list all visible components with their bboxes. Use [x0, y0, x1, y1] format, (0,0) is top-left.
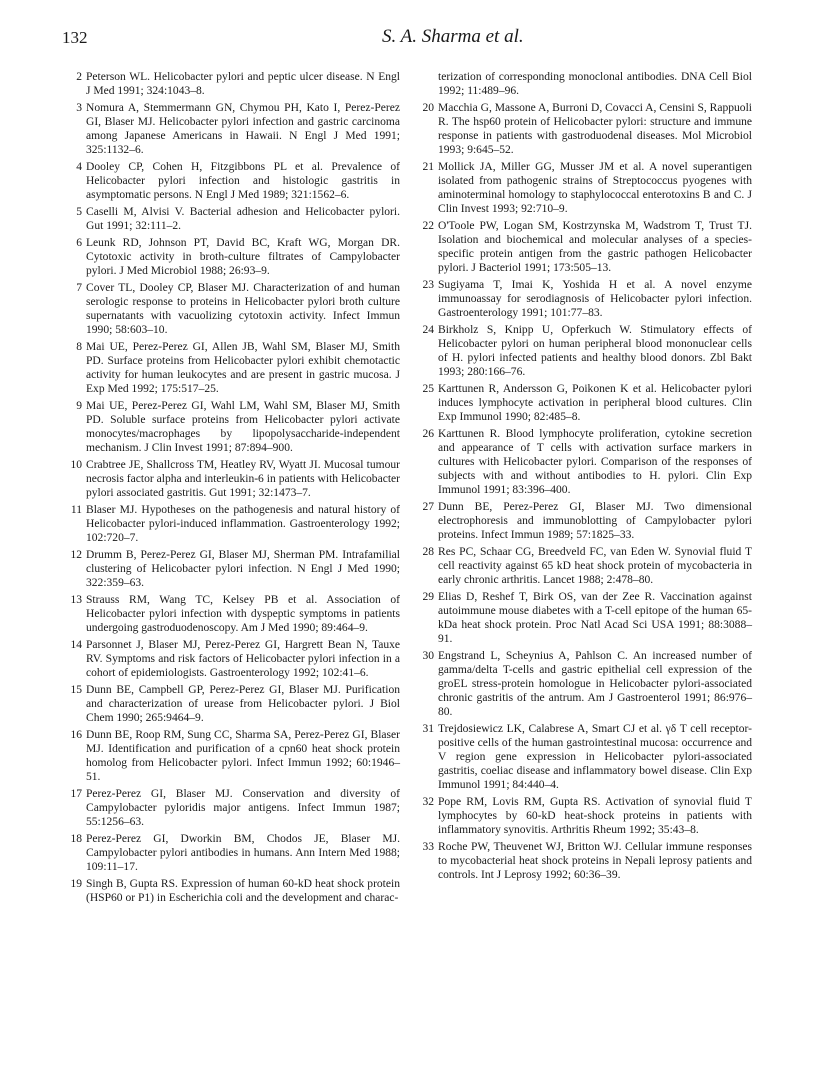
reference-text: Strauss RM, Wang TC, Kelsey PB et al. Association of Helicobacter pylori infection with dyspeptic symptoms in patients undergoing gastroduodenoscopy. Am J Med 1990; 89:464–9. — [86, 594, 400, 634]
reference-item — [64, 160, 400, 202]
reference-text: Dooley CP, Cohen H, Fitzgibbons PL et al. Prevalence of Helicobacter pylori infection and histologic gastritis in asymptomatic persons. N Engl J Med 1989; 321:1562–6. — [86, 161, 400, 201]
reference-text: Dunn BE, Roop RM, Sung CC, Sharma SA, Perez-Perez GI, Blaser MJ. Identification and purification of a cpn60 heat shock protein homolog from Helicobacter pylori. Infect Immun 1992; 60:1946–51. — [86, 729, 400, 783]
reference-item — [64, 593, 400, 635]
reference-item — [416, 722, 752, 792]
reference-item — [64, 683, 400, 725]
reference-number: 5 — [76, 206, 82, 218]
reference-number: 6 — [76, 237, 82, 249]
reference-text: O'Toole PW, Logan SM, Kostrzynska M, Wadstrom T, Trust TJ. Isolation and biochemical and molecular analyses of a species-specific protein antigen from the gastric pathogen Helicobacter pylori. J Bacteriol 1991; 173:505–13. — [438, 220, 752, 274]
reference-number: 18 — [70, 833, 82, 845]
reference-text: terization of corresponding monoclonal antibodies. DNA Cell Biol 1992; 11:489–96. — [438, 71, 752, 97]
reference-item — [416, 545, 752, 587]
reference-item — [64, 548, 400, 590]
reference-item — [64, 877, 400, 905]
reference-number: 9 — [76, 400, 82, 412]
reference-number: 21 — [422, 161, 434, 173]
reference-item — [416, 101, 752, 157]
references-right-column — [416, 70, 752, 885]
reference-number: 13 — [70, 594, 82, 606]
reference-text: Sugiyama T, Imai K, Yoshida H et al. A novel enzyme immunoassay for serodiagnosis of Helicobacter pylori infection. Gastroenterology 1991; 101:77–83. — [438, 279, 752, 319]
reference-item — [416, 219, 752, 275]
reference-item — [64, 101, 400, 157]
reference-number: 16 — [70, 729, 82, 741]
reference-text: Mai UE, Perez-Perez GI, Allen JB, Wahl SM, Blaser MJ, Smith PD. Surface proteins from Helicobacter pylori exhibit chemotactic activity for human leukocytes and are present in gastric mucosa. J Exp Med 1992; 175:517–25. — [86, 341, 400, 395]
reference-number: 23 — [422, 279, 434, 291]
reference-text: Parsonnet J, Blaser MJ, Perez-Perez GI, Hargrett Bean N, Tauxe RV. Symptoms and risk factors of Helicobacter pylori infection in a cohort of epidemiologists. Gastroenterology 1992; 102:41–6. — [86, 639, 400, 679]
reference-item — [416, 382, 752, 424]
reference-item — [64, 638, 400, 680]
reference-item — [64, 458, 400, 500]
reference-item — [64, 832, 400, 874]
reference-item — [416, 840, 752, 882]
reference-item — [64, 503, 400, 545]
reference-number: 33 — [422, 841, 434, 853]
reference-item — [64, 728, 400, 784]
reference-number: 11 — [70, 504, 82, 516]
page-header — [62, 28, 762, 56]
reference-item — [416, 500, 752, 542]
reference-text: Engstrand L, Scheynius A, Pahlson C. An increased number of gamma/delta T-cells and gastric epithelial cell expression of the groEL stress-protein homologue in Helicobacter pylori-associated chronic gastritis of the antrum. Am J Gastroenterol 1991; 86:976–80. — [438, 650, 752, 718]
reference-text: Dunn BE, Campbell GP, Perez-Perez GI, Blaser MJ. Purification and characterization of urease from Helicobacter pylori. J Biol Chem 1990; 265:9464–9. — [86, 684, 400, 724]
reference-item — [416, 427, 752, 497]
reference-text: Pope RM, Lovis RM, Gupta RS. Activation of synovial fluid T lymphocytes by 60-kD heat-shock proteins in patients with inflammatory synovitis. Arthritis Rheum 1992; 35:43–8. — [438, 796, 752, 836]
reference-text: Leunk RD, Johnson PT, David BC, Kraft WG, Morgan DR. Cytotoxic activity in broth-culture filtrates of Campylobacter pylori. J Med Microbiol 1988; 26:93–9. — [86, 237, 400, 277]
reference-number: 3 — [76, 102, 82, 114]
reference-text: Mollick JA, Miller GG, Musser JM et al. A novel superantigen isolated from pathogenic strains of Streptococcus pyogenes with aminoterminal homology to staphylococcal enterotoxins B and C. J Clin Invest 1993; 92:710–9. — [438, 161, 752, 215]
reference-number: 30 — [422, 650, 434, 662]
reference-text: Res PC, Schaar CG, Breedveld FC, van Eden W. Synovial fluid T cell reactivity against 65 kD heat shock protein of mycobacteria in early chronic arthritis. Lancet 1988; 2:478–80. — [438, 546, 752, 586]
reference-text: Peterson WL. Helicobacter pylori and peptic ulcer disease. N Engl J Med 1991; 324:1043–8. — [86, 71, 400, 97]
reference-item — [64, 70, 400, 98]
reference-text: Crabtree JE, Shallcross TM, Heatley RV, Wyatt JI. Mucosal tumour necrosis factor alpha and interleukin-6 in patients with Helicobacter pylori associated gastritis. Gut 1991; 32:1473–7. — [86, 459, 400, 499]
reference-text: Singh B, Gupta RS. Expression of human 60-kD heat shock protein (HSP60 or P1) in Escherichia coli and the development and charac- — [86, 878, 400, 904]
reference-item — [64, 281, 400, 337]
reference-text: Trejdosiewicz LK, Calabrese A, Smart CJ et al. γδ T cell receptor-positive cells of the human gastrointestinal mucosa: occurrence and V region gene expression in Helicobacter pylori-associated gastritis, coeliac disease and inflammatory bowel disease. Clin Exp Immunol 1991; 84:440–4. — [438, 723, 752, 791]
reference-number: 14 — [70, 639, 82, 651]
reference-text: Nomura A, Stemmermann GN, Chymou PH, Kato I, Perez-Perez GI, Blaser MJ. Helicobacter pylori infection and gastric carcinoma among Japanese Americans in Hawaii. N Engl J Med 1991; 325:1132–6. — [86, 102, 400, 156]
reference-number: 24 — [422, 324, 434, 336]
reference-number: 17 — [70, 788, 82, 800]
reference-item — [416, 323, 752, 379]
reference-text: Mai UE, Perez-Perez GI, Wahl LM, Wahl SM, Blaser MJ, Smith PD. Soluble surface proteins from Helicobacter pylori activate monocytes/macrophages by lipopolysaccharide-independent mechanism. J Clin Invest 1991; 87:894–900. — [86, 400, 400, 454]
reference-item — [416, 590, 752, 646]
reference-number: 12 — [70, 549, 82, 561]
running-head: S. A. Sharma et al. — [382, 26, 524, 47]
reference-number: 31 — [422, 723, 434, 735]
reference-item — [416, 70, 752, 98]
reference-text: Karttunen R. Blood lymphocyte proliferation, cytokine secretion and appearance of T cells with activation surface markers in cultures with Helicobacter pylori. Comparison of the responses of subjects with and without antibodies to H. pylori. Clin Exp Immunol 1991; 83:396–400. — [438, 428, 752, 496]
reference-text: Blaser MJ. Hypotheses on the pathogenesis and natural history of Helicobacter pylori-induced inflammation. Gastroenterology 1992; 102:720–7. — [86, 504, 400, 544]
reference-number: 8 — [76, 341, 82, 353]
reference-text: Perez-Perez GI, Dworkin BM, Chodos JE, Blaser MJ. Campylobacter pylori antibodies in humans. Ann Intern Med 1988; 109:11–17. — [86, 833, 400, 873]
reference-item — [416, 795, 752, 837]
reference-item — [64, 787, 400, 829]
reference-item — [416, 278, 752, 320]
reference-number: 26 — [422, 428, 434, 440]
reference-item — [64, 205, 400, 233]
reference-text: Caselli M, Alvisi V. Bacterial adhesion and Helicobacter pylori. Gut 1991; 32:111–2. — [86, 206, 400, 232]
reference-number: 2 — [76, 71, 82, 83]
reference-text: Karttunen R, Andersson G, Poikonen K et al. Helicobacter pylori induces lymphocyte activation in peripheral blood cultures. Clin Exp Immunol 1990; 82:485–8. — [438, 383, 752, 423]
reference-item — [416, 160, 752, 216]
reference-text: Dunn BE, Perez-Perez GI, Blaser MJ. Two dimensional electrophoresis and immunoblotting of Campylobacter pylori proteins. Infect Immun 1989; 57:1825–33. — [438, 501, 752, 541]
reference-item — [64, 340, 400, 396]
reference-number: 20 — [422, 102, 434, 114]
reference-text: Roche PW, Theuvenet WJ, Britton WJ. Cellular immune responses to mycobacterial heat shock proteins in Nepali leprosy patients and controls. Int J Leprosy 1992; 60:36–39. — [438, 841, 752, 881]
reference-number: 10 — [70, 459, 82, 471]
reference-text: Drumm B, Perez-Perez GI, Blaser MJ, Sherman PM. Intrafamilial clustering of Helicobacter pylori infection. N Engl J Med 1990; 322:359–63. — [86, 549, 400, 589]
reference-number: 19 — [70, 878, 82, 890]
reference-text: Birkholz S, Knipp U, Opferkuch W. Stimulatory effects of Helicobacter pylori on human peripheral blood mononuclear cells of H. pylori infected patients and healthy blood donors. Zbl Bakt 1993; 280:166–76. — [438, 324, 752, 378]
page-number: 132 — [62, 28, 88, 47]
reference-text: Macchia G, Massone A, Burroni D, Covacci A, Censini S, Rappuoli R. The hsp60 protein of Helicobacter pylori: structure and immune response in patients with gastroduodenal diseases. Mol Microbiol 1993; 9:645–52. — [438, 102, 752, 156]
reference-number: 27 — [422, 501, 434, 513]
reference-text: Perez-Perez GI, Blaser MJ. Conservation and diversity of Campylobacter pyloridis major antigens. Infect Immun 1987; 55:1256–63. — [86, 788, 400, 828]
reference-number: 32 — [422, 796, 434, 808]
reference-number: 25 — [422, 383, 434, 395]
reference-item — [64, 236, 400, 278]
reference-text: Cover TL, Dooley CP, Blaser MJ. Characterization of and human serologic response to proteins in Helicobacter pylori broth culture supernatants with vacuolizing cytotoxin activity. Infect Immun 1990; 58:603–10. — [86, 282, 400, 336]
references-left-column — [64, 70, 400, 908]
reference-number: 7 — [76, 282, 82, 294]
reference-item — [416, 649, 752, 719]
reference-number: 4 — [76, 161, 82, 173]
reference-number: 22 — [422, 220, 434, 232]
reference-number: 15 — [70, 684, 82, 696]
reference-text: Elias D, Reshef T, Birk OS, van der Zee R. Vaccination against autoimmune mouse diabetes with a T-cell epitope of the human 65-kDa heat shock protein. Proc Natl Acad Sci USA 1991; 88:3088–91. — [438, 591, 752, 645]
reference-item — [64, 399, 400, 455]
reference-number: 28 — [422, 546, 434, 558]
reference-number: 29 — [422, 591, 434, 603]
